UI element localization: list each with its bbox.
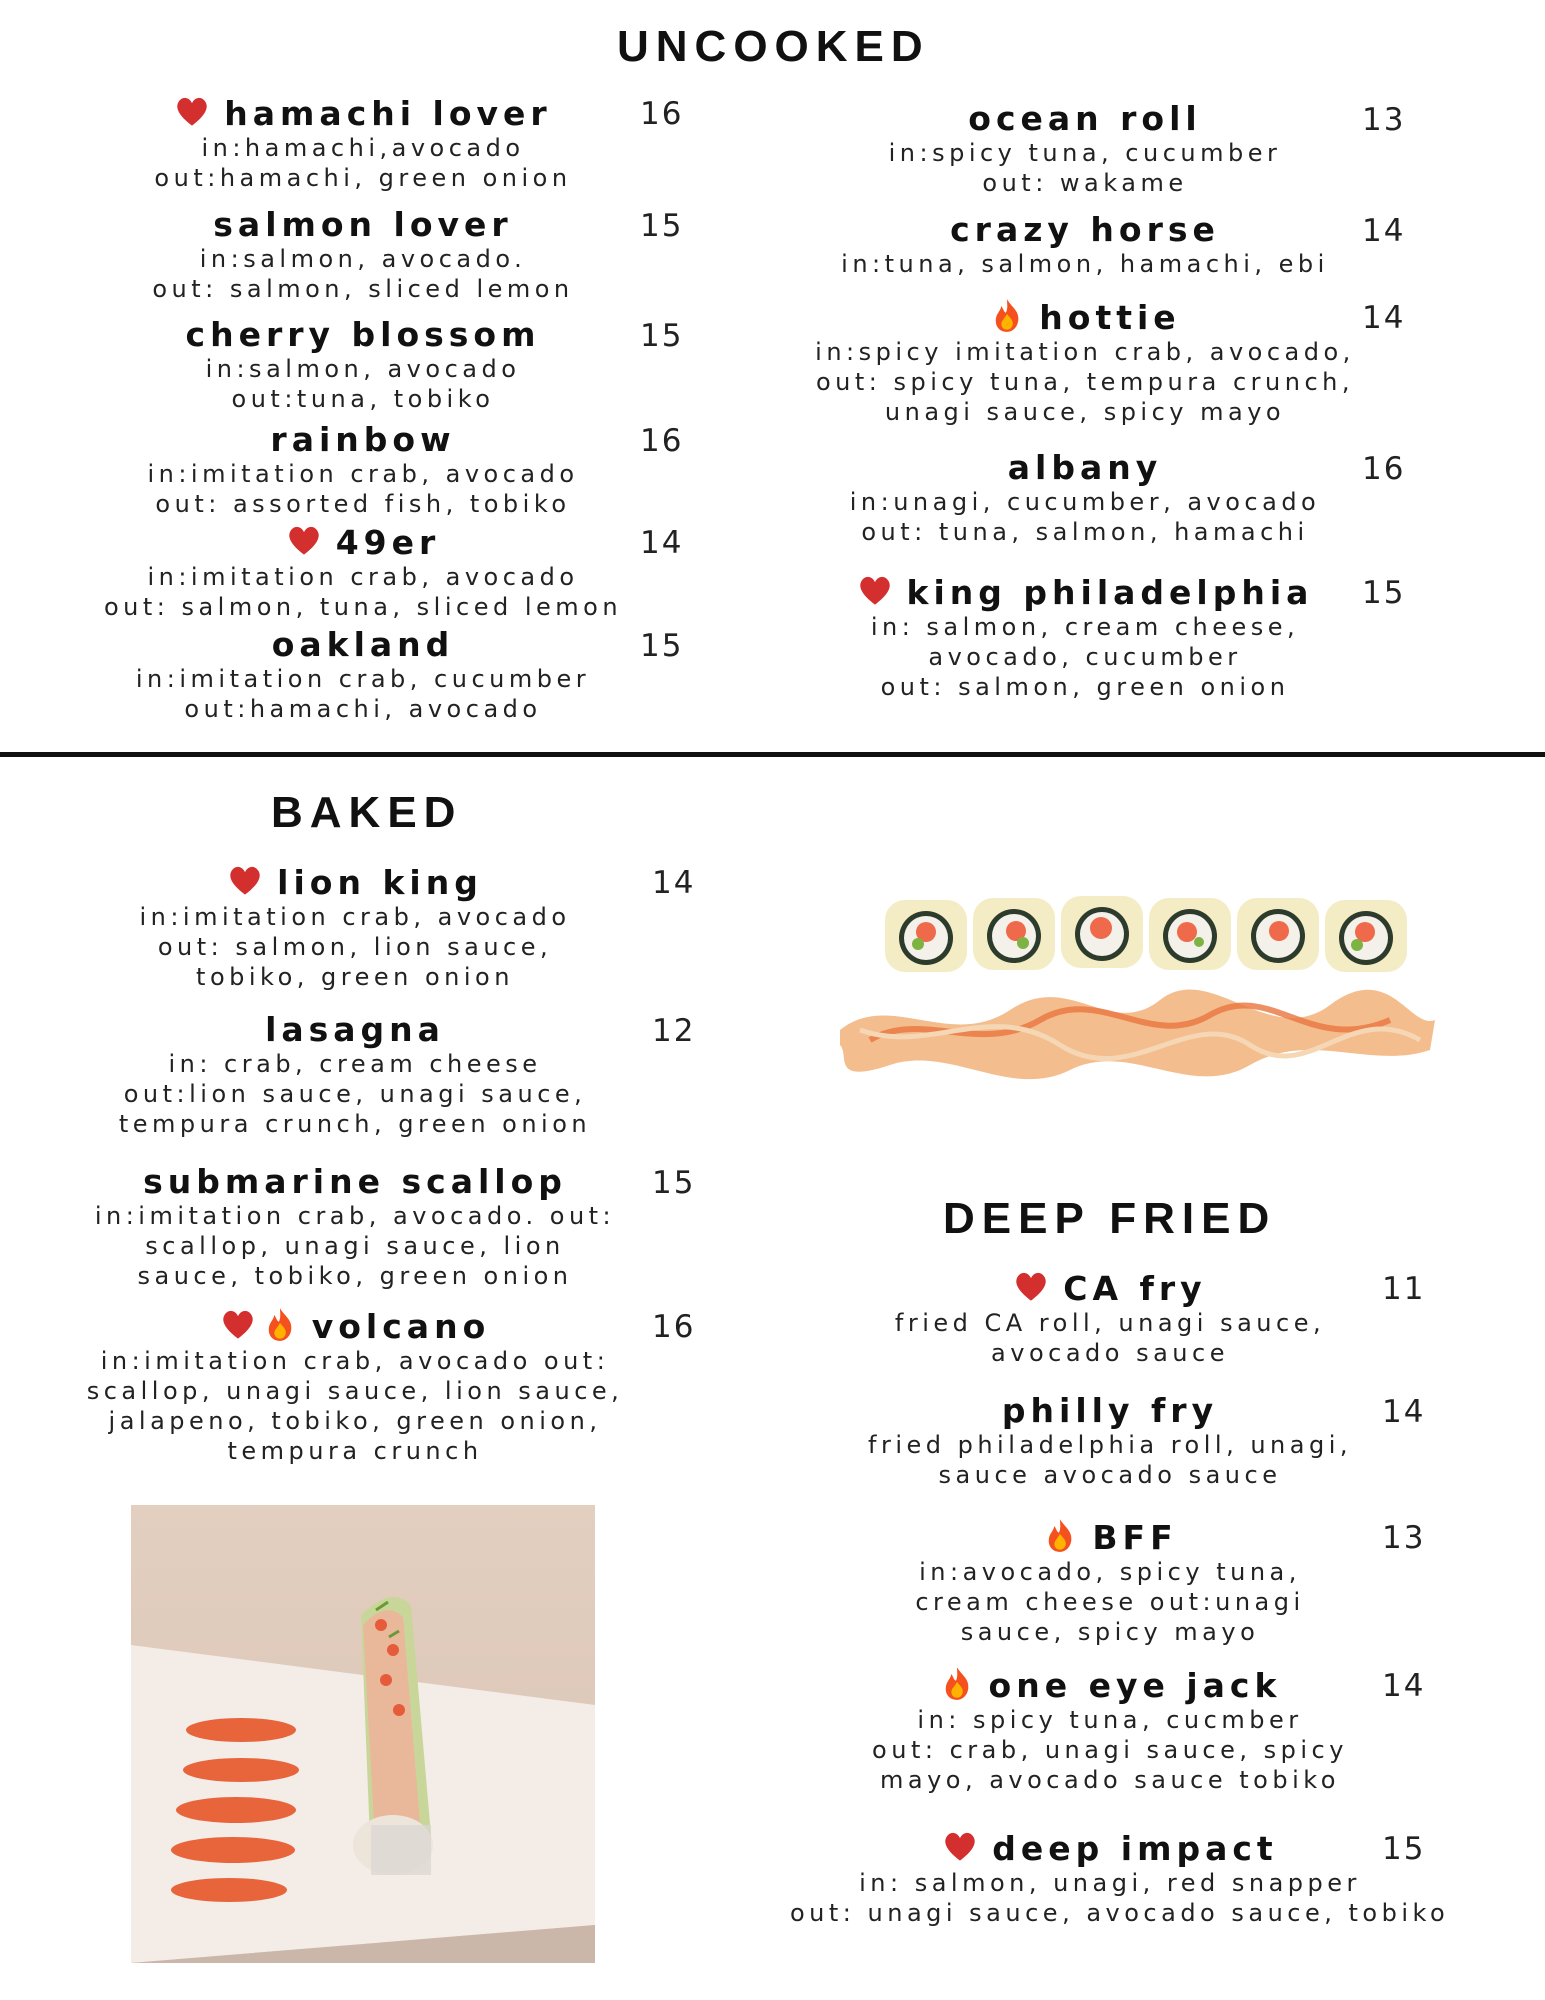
item-description-line: in:imitation crab, avocado [139, 903, 571, 931]
item-price: 15 [652, 1165, 696, 1201]
fire-icon [939, 1665, 975, 1705]
item-price: 16 [652, 1309, 696, 1345]
item-name-row [35, 1162, 675, 1201]
item-price: 16 [640, 423, 684, 459]
item-name: one eye jack [988, 1665, 1282, 1705]
menu-item [790, 1268, 1430, 1368]
item-description-line: scallop, unagi sauce, lion sauce, [86, 1377, 624, 1405]
item-description-line: out: crab, unagi sauce, spicy [872, 1736, 1348, 1764]
item-name-row [43, 522, 683, 562]
heart-icon [857, 572, 893, 612]
item-description-line: in:unagi, cucumber, avocado [849, 488, 1321, 516]
menu-item [765, 210, 1405, 279]
sushi-slices-image [830, 880, 1440, 1110]
item-description-line: tempura crunch, green onion [118, 1110, 592, 1138]
item-description-line: out: unagi sauce, avocado sauce, tobiko [790, 1899, 1450, 1927]
item-price: 16 [1362, 451, 1406, 487]
item-icons [1042, 1517, 1078, 1557]
plated-roll-photo [131, 1505, 595, 1963]
item-description-line: in:hamachi,avocado [201, 134, 525, 162]
menu-item [35, 1306, 675, 1466]
item-description-line: in:imitation crab, avocado [147, 563, 579, 591]
menu-item [765, 448, 1405, 547]
item-name: hottie [1039, 297, 1181, 337]
item-description-line: out: salmon, sliced lemon [152, 275, 574, 303]
baked-title: BAKED [271, 788, 463, 837]
heart-icon [174, 93, 210, 133]
item-description-line: in:salmon, avocado. [199, 245, 527, 273]
item-name: cherry blossom [185, 315, 541, 354]
item-description-line: out: assorted fish, tobiko [155, 490, 571, 518]
item-description-line: tobiko, green onion [196, 963, 514, 991]
menu-item [35, 862, 675, 992]
item-price: 15 [1382, 1831, 1426, 1867]
item-description-line: in: crab, cream cheese [168, 1050, 542, 1078]
item-name: crazy horse [950, 210, 1220, 249]
item-description-line: cream cheese out:unagi [915, 1588, 1305, 1616]
item-description-line: sauce, tobiko, green onion [137, 1262, 573, 1290]
item-description-line: mayo, avocado sauce tobiko [879, 1766, 1340, 1794]
fire-icon [262, 1306, 298, 1346]
item-name-row [790, 1517, 1430, 1557]
item-name: 49er [335, 522, 441, 562]
item-description-line: in:salmon, avocado [205, 355, 521, 383]
item-name: BFF [1092, 1517, 1178, 1557]
menu-item [43, 625, 683, 724]
item-price: 15 [640, 208, 684, 244]
item-description-line: out:lion sauce, unagi sauce, [123, 1080, 587, 1108]
item-name: king philadelphia [906, 572, 1314, 612]
item-description-line: out: tuna, salmon, hamachi [861, 518, 1309, 546]
item-name-row [765, 99, 1405, 138]
item-description-line: out:tuna, tobiko [231, 385, 495, 413]
item-name-row [765, 210, 1405, 249]
fire-icon [1042, 1517, 1078, 1557]
item-description-line: in:imitation crab, cucumber [135, 665, 591, 693]
item-name-row [790, 1828, 1430, 1868]
item-name-row [765, 448, 1405, 487]
sushi-slices-photo [830, 880, 1440, 1110]
item-price: 13 [1382, 1520, 1426, 1556]
heart-icon [942, 1828, 978, 1868]
item-description-line: jalapeno, tobiko, green onion, [108, 1407, 602, 1435]
item-description-line: avocado, cucumber [928, 643, 1242, 671]
menu-item [790, 1828, 1450, 1928]
menu-item [43, 205, 683, 304]
item-name-row [43, 93, 683, 133]
item-icons [989, 297, 1025, 337]
heart-icon [227, 862, 263, 902]
item-name: oakland [271, 625, 455, 664]
item-icons [939, 1665, 975, 1705]
item-name-row [43, 420, 683, 459]
item-price: 15 [640, 628, 684, 664]
item-description-line: in:imitation crab, avocado [147, 460, 579, 488]
item-description-line: in: spicy tuna, cucmber [917, 1706, 1303, 1734]
item-description-line: scallop, unagi sauce, lion [145, 1232, 565, 1260]
item-icons [227, 862, 263, 902]
menu-item [43, 315, 683, 414]
menu-item [35, 1010, 675, 1139]
item-name: hamachi lover [224, 93, 552, 133]
item-description-line: in: salmon, cream cheese, [870, 613, 1300, 641]
item-name: ocean roll [968, 99, 1202, 138]
item-name-row [790, 1391, 1430, 1430]
menu-item [43, 93, 683, 193]
item-name: albany [1007, 448, 1163, 487]
item-price: 15 [640, 318, 684, 354]
menu-item [43, 522, 683, 622]
item-price: 14 [640, 525, 684, 561]
item-icons [857, 572, 893, 612]
item-name-row [765, 572, 1405, 612]
item-icons [174, 93, 210, 133]
item-description-line: out: salmon, green onion [880, 673, 1290, 701]
item-description-line: in:spicy tuna, cucumber [888, 139, 1282, 167]
menu-item [790, 1517, 1430, 1647]
item-name-row [43, 205, 683, 244]
item-description-line: in:tuna, salmon, hamachi, ebi [841, 250, 1329, 278]
item-description-line: tempura crunch [227, 1437, 483, 1465]
item-name: philly fry [1001, 1391, 1219, 1430]
item-description-line: out: salmon, tuna, sliced lemon [103, 593, 623, 621]
menu-item [790, 1391, 1430, 1490]
item-description-line: in:spicy imitation crab, avocado, [815, 338, 1355, 366]
menu-item [765, 99, 1405, 198]
item-price: 14 [652, 865, 696, 901]
menu-item [765, 297, 1405, 427]
item-price: 16 [640, 96, 684, 132]
heart-icon [286, 522, 322, 562]
item-name-row [35, 1306, 675, 1346]
item-name: deep impact [992, 1828, 1278, 1868]
item-name-row [35, 862, 675, 902]
item-description-line: fried CA roll, unagi sauce, [894, 1309, 1326, 1337]
item-description-line: out:hamachi, avocado [184, 695, 542, 723]
uncooked-title: UNCOOKED [617, 22, 930, 71]
item-icons [286, 522, 322, 562]
item-name: CA fry [1063, 1268, 1207, 1308]
item-name: salmon lover [213, 205, 513, 244]
item-price: 13 [1362, 102, 1406, 138]
item-name-row [765, 297, 1405, 337]
item-description-line: out:hamachi, green onion [154, 164, 572, 192]
item-name-row [43, 625, 683, 664]
item-description-line: avocado sauce [991, 1339, 1229, 1367]
item-description-line: out: salmon, lion sauce, [157, 933, 553, 961]
menu-item [765, 572, 1405, 702]
item-price: 12 [652, 1013, 696, 1049]
item-description-line: in:imitation crab, avocado. out: [94, 1202, 616, 1230]
item-icons [942, 1828, 978, 1868]
item-description-line: sauce, spicy mayo [960, 1618, 1260, 1646]
item-price: 15 [1362, 575, 1406, 611]
menu-item [790, 1665, 1430, 1795]
item-description-line: in:imitation crab, avocado out: [100, 1347, 610, 1375]
item-name: lion king [277, 862, 483, 902]
item-price: 14 [1382, 1668, 1426, 1704]
item-description-line: in: salmon, unagi, red snapper [859, 1869, 1361, 1897]
item-description-line: unagi sauce, spicy mayo [884, 398, 1286, 426]
heart-icon [1013, 1268, 1049, 1308]
item-name-row [790, 1268, 1430, 1308]
item-name: volcano [311, 1306, 491, 1346]
item-description-line: in:avocado, spicy tuna, [919, 1558, 1301, 1586]
item-description-line: out: spicy tuna, tempura crunch, [816, 368, 1354, 396]
heart-icon [220, 1306, 256, 1346]
section-divider [0, 752, 1545, 757]
fire-icon [989, 297, 1025, 337]
item-icons [1013, 1268, 1049, 1308]
item-description-line: sauce avocado sauce [938, 1461, 1282, 1489]
item-price: 14 [1362, 300, 1406, 336]
item-name-row [790, 1665, 1430, 1705]
menu-item [43, 420, 683, 519]
item-price: 14 [1362, 213, 1406, 249]
item-name: submarine scallop [143, 1162, 567, 1201]
item-name-row [43, 315, 683, 354]
item-price: 14 [1382, 1394, 1426, 1430]
menu-item [35, 1162, 675, 1291]
item-price: 11 [1382, 1271, 1426, 1307]
item-name: lasagna [265, 1010, 445, 1049]
item-description-line: fried philadelphia roll, unagi, [868, 1431, 1352, 1459]
item-icons [220, 1306, 298, 1346]
plated-roll-image [131, 1505, 595, 1963]
item-description-line: out: wakame [982, 169, 1188, 197]
item-name-row [35, 1010, 675, 1049]
item-name: rainbow [270, 420, 456, 459]
deep-fried-title: DEEP FRIED [943, 1194, 1277, 1243]
